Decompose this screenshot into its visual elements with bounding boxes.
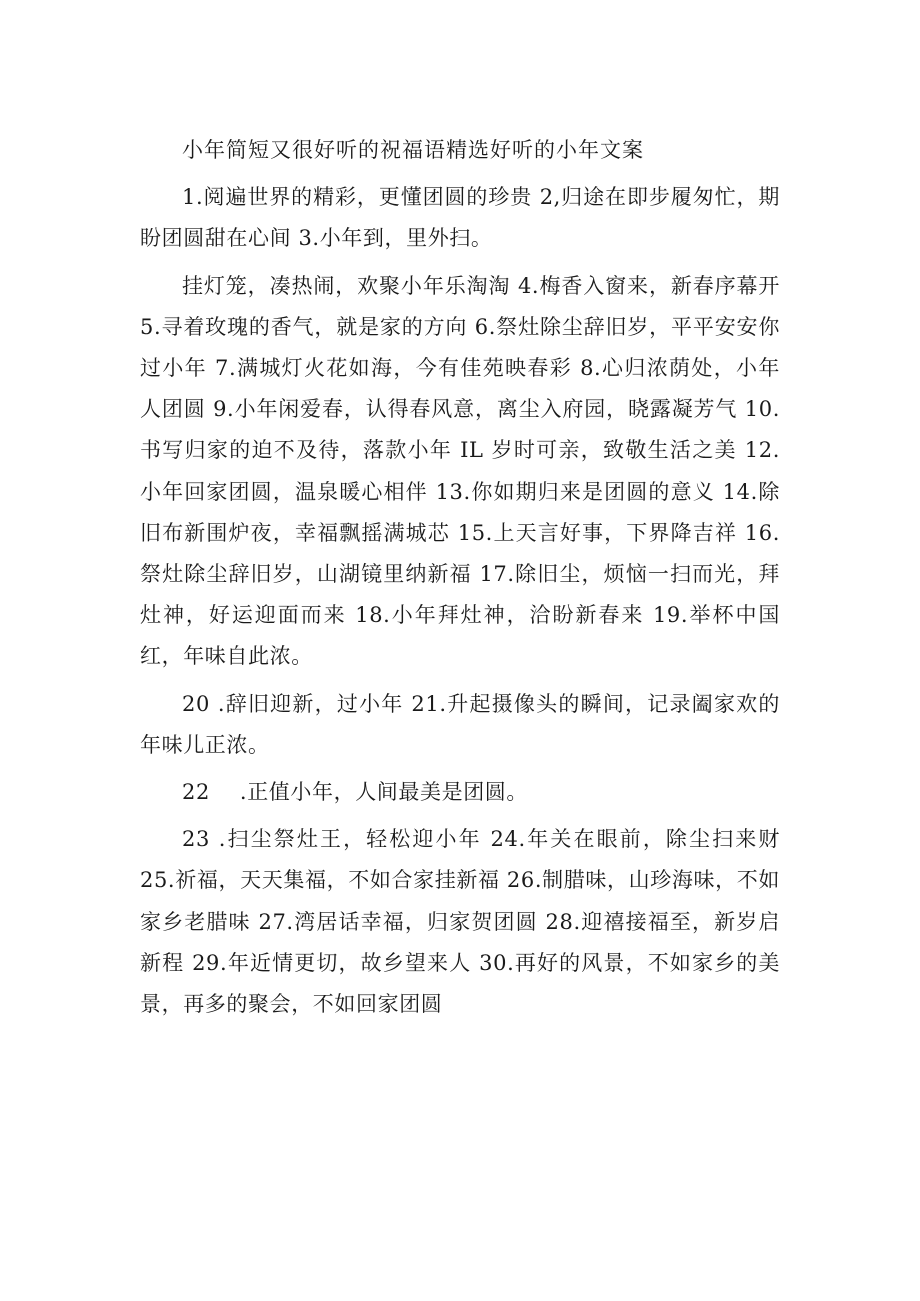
paragraph-3: 20 .辞旧迎新，过小年 21.升起摄像头的瞬间，记录阖家欢的年味儿正浓。: [140, 691, 780, 757]
paragraph-1: 1.阅遍世界的精彩，更懂团圆的珍贵 2,归途在即步履匆忙，期盼团圆甜在心间 3.小年到，里外扫。: [140, 185, 780, 251]
item-22-number: 22: [182, 780, 210, 805]
paragraph-2: 挂灯笼，凑热闹，欢聚小年乐淘淘 4.梅香入窗来，新春序幕开 5.寻着玫瑰的香气，就是家的方向 6.祭灶除尘辞旧岁，平平安安你过小年 7.满城灯火花如海，今有佳苑映春彩 8.心归浓荫处，小年人团圆 9.小年闲爱春，认得春风意，离尘入府园，晓露凝芳气 10.书写归家的迫不及待，落款小年 IL 岁时可亲，致敬生活之美 12.小年回家团圆，温泉暖心相伴 13.你如期归来是团圆的意义 14.除旧布新围炉夜，幸福飘摇满城芯 15.上天言好事，下界降吉祥 16.祭灶除尘辞旧岁，山湖镜里纳新福 17.除旧尘，烦恼一扫而光，拜灶神，好运迎面而来 18.小年拜灶神，洽盼新春来 19.举杯中国红，年味自此浓。: [140, 273, 780, 669]
paragraph-4: [140, 772, 780, 813]
document-title: 小年简短又很好听的祝福语精选好听的小年文案: [182, 138, 644, 162]
item-22-text: .正值小年，人间最美是团圆。: [239, 780, 528, 805]
document-body: [140, 130, 780, 1025]
paragraph-5: 23 .扫尘祭灶王，轻松迎小年 24.年关在眼前，除尘扫来财 25.祈福，天天集福，不如合家挂新福 26.制腊味，山珍海味，不如家乡老腊味 27.湾居话幸福，归家贺团圆 28.迎禧接福至，新岁启新程 29.年近情更切，故乡望来人 30.再好的风景，不如家乡的美景，再多的聚会，不如回家团圆: [140, 827, 780, 1017]
